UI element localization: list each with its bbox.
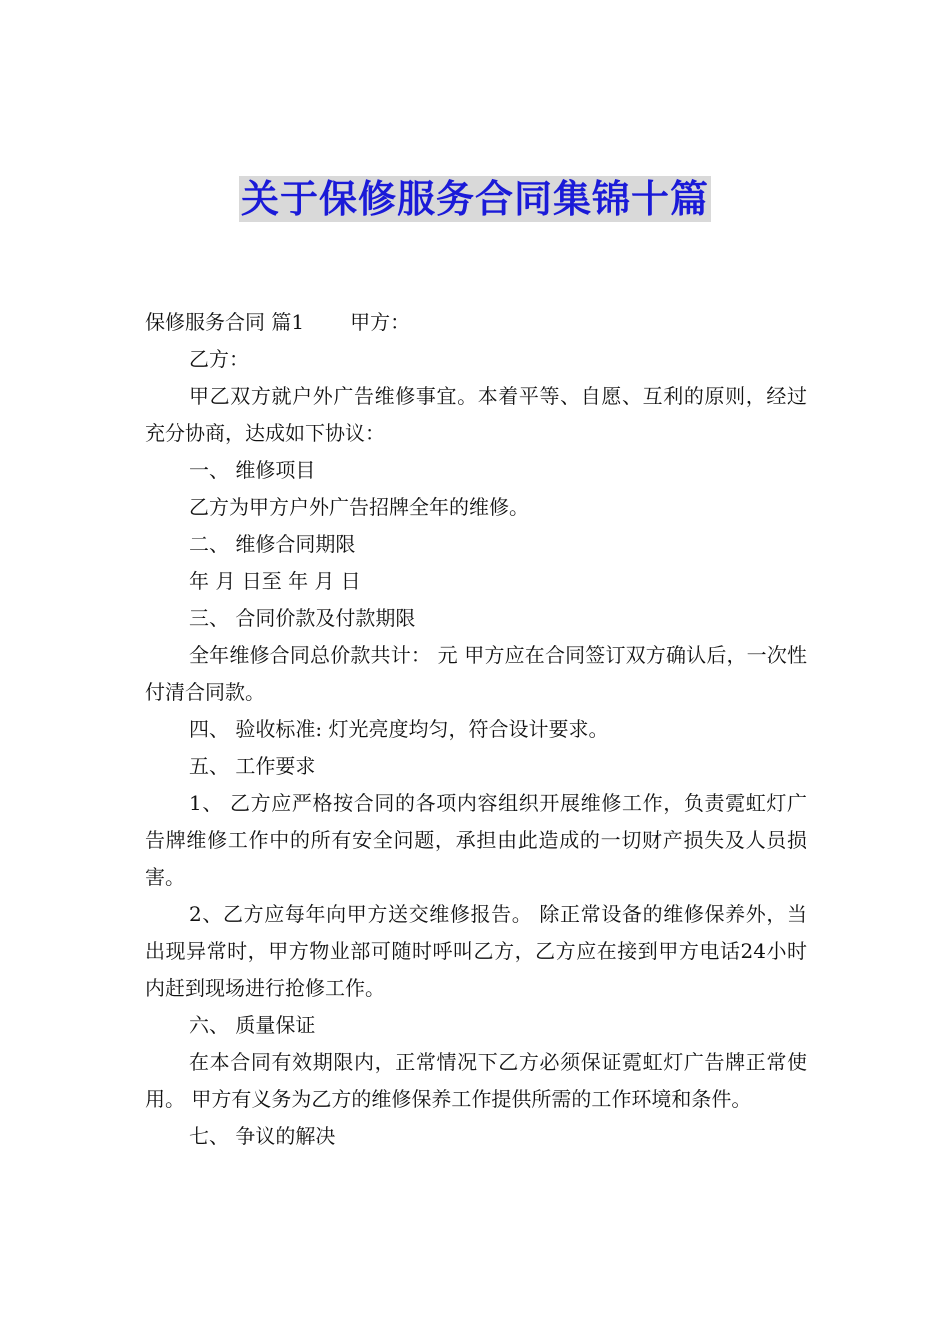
contract-heading: 保修服务合同 篇1 bbox=[145, 310, 305, 334]
section-heading: 四、 验收标准: 灯光亮度均匀，符合设计要求。 bbox=[189, 717, 609, 741]
paragraph: 乙方： bbox=[189, 347, 249, 371]
paragraph: 在本合同有效期限内，正常情况下乙方必须保证霓虹灯广告牌正常使用。 甲方有义务为乙方的维修保养工作提供所需的工作环境和条件。 bbox=[145, 1050, 807, 1111]
paragraph: 1、 乙方应严格按合同的各项内容组织开展维修工作，负责霓虹灯广告牌维修工作中的所有安全问题，承担由此造成的一切财产损失及人员损害。 bbox=[145, 791, 807, 889]
section-heading: 一、 维修项目 bbox=[189, 458, 316, 482]
section-heading: 三、 合同价款及付款期限 bbox=[189, 606, 416, 630]
party-a-label: 甲方： bbox=[350, 310, 411, 334]
section-heading: 七、 争议的解决 bbox=[189, 1124, 336, 1148]
section-heading: 六、 质量保证 bbox=[189, 1013, 316, 1037]
document-body bbox=[145, 304, 807, 1155]
document-title: 关于保修服务合同集锦十篇 bbox=[240, 177, 709, 221]
section-heading: 五、 工作要求 bbox=[189, 754, 316, 778]
first-line bbox=[145, 304, 807, 341]
paragraph: 全年维修合同总价款共计： 元 甲方应在合同签订双方确认后，一次性付清合同款。 bbox=[145, 643, 807, 704]
paragraph: 乙方为甲方户外广告招牌全年的维修。 bbox=[189, 495, 529, 519]
paragraph: 2、乙方应每年向甲方送交维修报告。 除正常设备的维修保养外，当出现异常时，甲方物业部可随时呼叫乙方，乙方应在接到甲方电话24小时内赶到现场进行抢修工作。 bbox=[145, 902, 807, 1000]
section-heading: 二、 维修合同期限 bbox=[189, 532, 356, 556]
title-wrapper bbox=[0, 176, 950, 222]
paragraph: 甲乙双方就户外广告维修事宜。本着平等、自愿、互利的原则，经过充分协商，达成如下协议： bbox=[145, 384, 807, 445]
paragraph: 年 月 日至 年 月 日 bbox=[189, 569, 361, 593]
